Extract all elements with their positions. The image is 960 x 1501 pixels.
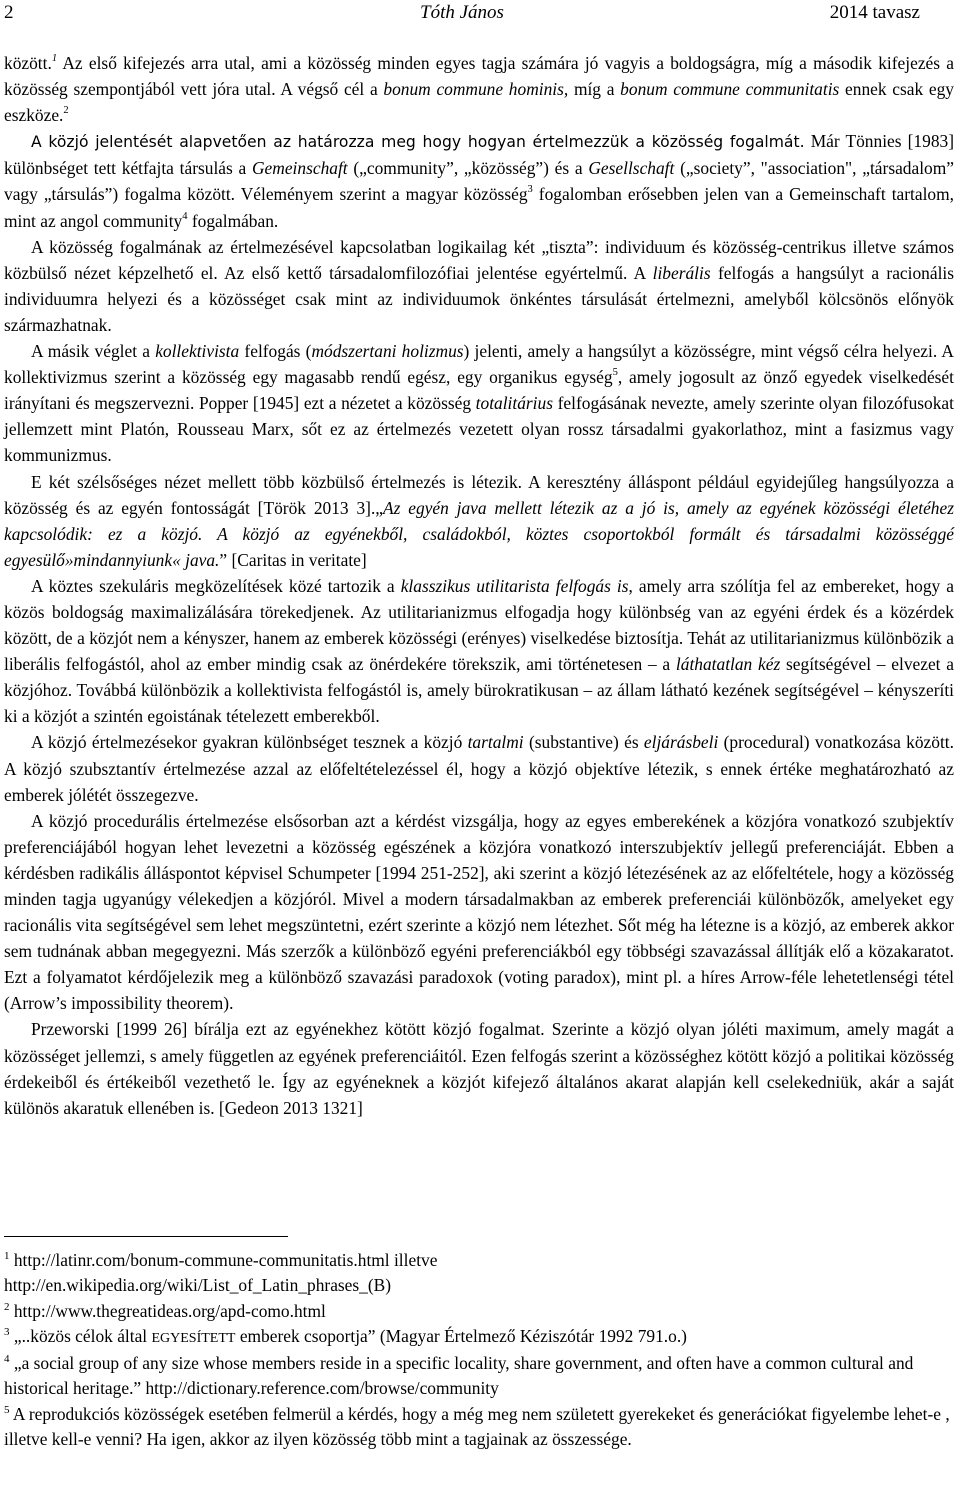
sans-sentence: A közjó jelentését alapvetően az határozza meg hogy hogyan értelmezzük a közösség fogalmát.: [31, 133, 805, 152]
footnote-link[interactable]: http://www.thegreatideas.org/apd-como.html: [9, 1300, 326, 1321]
header-author: Tóth János: [420, 2, 504, 23]
paragraph-2: A közjó jelentését alapvetően az határozza meg hogy hogyan értelmezzük a közösség fogalmát. Már Tönnies [1983] különbséget tett kétfajta társulás a Gemeinschaft („community”, „közösség”) és a Gesellschaft („society”, "association", „társadalom” vagy „társulás”) fogalma között. Véleményem szerint a magyar közösség$^3$ fogalomban erősebben jelen van a Gemeinschaft tartalom, mint az angol community$^4$ fogalmában.: [4, 131, 954, 231]
page-header: [4, 2, 920, 28]
page-number: 2: [4, 2, 14, 23]
footnote-4: $^4$ „a social group of any size whose members reside in a specific locality, share government, and often have a common cultural and historical heritage.” http://dictionary.reference.com/browse/community: [4, 1353, 914, 1399]
footnote-5: $^5$ A reprodukciós közösségek esetében felmerül a kérdés, hogy a még meg nem született gyerekeket és generációkat figyelembe lehet-e , illetve kell-e venni? Ha igen, akkor az ilyen közösség több mint a tagjainak az összessége.: [4, 1403, 950, 1450]
paragraph-3: A közösség fogalmának az értelmezésével kapcsolatban logikailag két „tiszta”: individuum és közösség-centrikus illetve számos közbülső nézet képzelhető el. Az első kettő társadalomfilozófiai jelentése egyértelmű. A liberális felfogás a hangsúlyt a racionális individuumra helyezi és a közösséget csak mint az individuumok önkéntes társulását értelmezni, amelyből kölcsönös előnyök származhatnak.: [4, 236, 955, 335]
footnote-1-cont: [4, 1273, 954, 1298]
paragraph-4: A másik véglet a kollektivista felfogás (módszertani holizmus) jelenti, amely a hangsúlyt a közösségre, mint végső célra helyezi. A kollektivizmus szerint a közösség egy magasabb rendű egész, egy organikus egység$^5$, amely jogosult az önző egyedek viselkedését irányítani és megszervezni. Popper [1945] ezt a nézetet a közösség totalitárius felfogásának nevezte, amely szerinte olyan filozófusokat jellemzett mint Platón, Rousseau Marx, sőt ez az értelmezés vezetett olyan rossz társadalmi gyakorlathoz, mint a fasizmus vagy kommunizmus.: [4, 341, 954, 466]
paragraph-9: Przeworski [1999 26] bírálja ezt az egyénekhez kötött közjó fogalmat. Szerinte a közjó olyan jóléti maximum, amely magát a közösséget jellemzi, s amely független az egyének preferenciáitól. Ezen felfogás szerint a közösséghez kötött közjó a politikai közösség érdekeiből és értékeiből vezethető le. Így az egyéneknek a közjót kifejező általános akarat alapján kell cselekedniük, akár a saját különös akaratuk ellenében is. [Gedeon 2013 1321]: [4, 1019, 954, 1118]
footnote-ref-1[interactable]: 1: [51, 53, 58, 64]
footnote-3: $^3$ „..közös célok által EGYESÍTETT emberek csoportja” (Magyar Értelmező Kéziszótár 1992 791.o.): [4, 1325, 687, 1346]
paragraph-8: A közjó procedurális értelmezése elsősorban azt a kérdést vizsgálja, hogy az egyes emberekének a közjóra vonatkozó szubjektív preferenciájából hogyan lehet levezetni a közösség egészének a közjóra vonatkozó interszubjektív jellegű preferenciáját. Ebben a kérdésben radikális álláspontot képvisel Schumpeter [1994 251-252], aki szerint a közjó létezésének az az előfeltétele, hogy a közösség minden tagja ugyanúgy vélekedjen a közjóról. Mivel a modern társadalmakban az emberek preferenciái különbözők, amelyeket egy racionális vita segítségével sem lehet megszüntetni, ezért szerinte a közjó nem létezhet. Sőt még ha létezne is a közjó, az emberek akkor sem tudnának abban megegyezni. Más szerzők a különböző egyéni preferenciákból egy többségi szavazással állítják elő a közakaratot. Ezt a folyamatot kérdőjelezik meg a különböző szavazási paradoxok (voting paradox), mint pl. a híres Arrow-féle lehetetlenségi tétel (Arrow’s impossibility theorem).: [4, 810, 954, 1014]
quotation: Az egyén java mellett létezik az a jó is, amely az egyének közösségi életéhez kapcsolódik: ez a közjó. A közjó az egyénekből, családokból, köztes csoportokból formált és társadalmi közösséggé egyesülő»mindannyiunk« java.: [4, 497, 954, 570]
footnote-separator: [4, 1236, 288, 1237]
paragraph-5: E két szélsőséges nézet mellett több közbülső értelmezés is létezik. A keresztény álláspont például egyidejűleg hangsúlyozza a közösség és az egyén fontosságát [Török 2013 3].„Az egyén java mellett létezik az a jó is, amely az egyének közösségi életéhez kapcsolódik: ez a közjó. A közjó az egyénekből, családokból, köztes csoportokból formált és társadalmi közösséggé egyesülő»mindannyiunk« java.” [Caritas in veritate]: [4, 471, 954, 570]
footnote-2: $^2$ http://www.thegreatideas.org/apd-como.html: [4, 1300, 326, 1321]
footnote-link[interactable]: http://latinr.com/bonum-commune-communitatis.html illetve: [9, 1250, 438, 1270]
footnote-ref-4[interactable]: 4: [182, 210, 188, 222]
footnote-1: $^1$ http://latinr.com/bonum-commune-communitatis.html illetve: [4, 1250, 438, 1270]
footnotes: [4, 1248, 954, 1452]
paragraph-7: A közjó értelmezésekor gyakran különbséget tesznek a közjó tartalmi (substantive) és eljárásbeli (procedural) vonatkozása között. A közjó szubsztantív értelmezése azzal az előfeltételezéssel él, hogy a közjó objektíve létezik, s ennek értéke meghatározható az emberek jólétét összegezve.: [4, 732, 954, 805]
footnote-ref-5[interactable]: 5: [612, 367, 618, 379]
footnote-ref-2[interactable]: 2: [63, 105, 69, 117]
header-date: 2014 tavasz: [829, 2, 920, 23]
body-text: [4, 50, 954, 1121]
paragraph-1: között.$^1$ Az első kifejezés arra utal, ami a közösség minden egyes tagja számára jó vagyis a boldogságra, míg a második kifejezés a közösség szempontjából vett jóra utal. A végső cél a bonum commune hominis, míg a bonum commune communitatis ennek csak egy eszköze.$^2$: [4, 53, 955, 126]
footnote-ref-3[interactable]: 3: [527, 184, 533, 196]
footnote-link[interactable]: http://en.wikipedia.org/wiki/List_of_Latin_phrases_(B): [4, 1275, 392, 1296]
paragraph-6: A köztes szekuláris megközelítések közé tartozik a klasszikus utilitarista felfogás is, amely arra szólítja fel az embereket, hogy a közös boldogság maximalizálására törekedjenek. Az utilitarianizmus elfogadja hogy különbség van az egyéni érdek és a közérdek között, de a közjót nem a kényszer, hanem az emberek közösségi (erényes) viselkedése biztosítja. Tehát az utilitarianizmus különbözik a liberális felfogástól, ahol az ember mindig csak az önérdekére törekszik, ami történetesen – a láthatatlan kéz segítségével – elvezet a közjóhoz. Továbbá különbözik a kollektivista felfogástól is, amely bürokratikusan – az állam látható kezének segítségével – kényszeríti ki a közjót a szintén egoistának tételezett emberekből.: [4, 575, 955, 727]
